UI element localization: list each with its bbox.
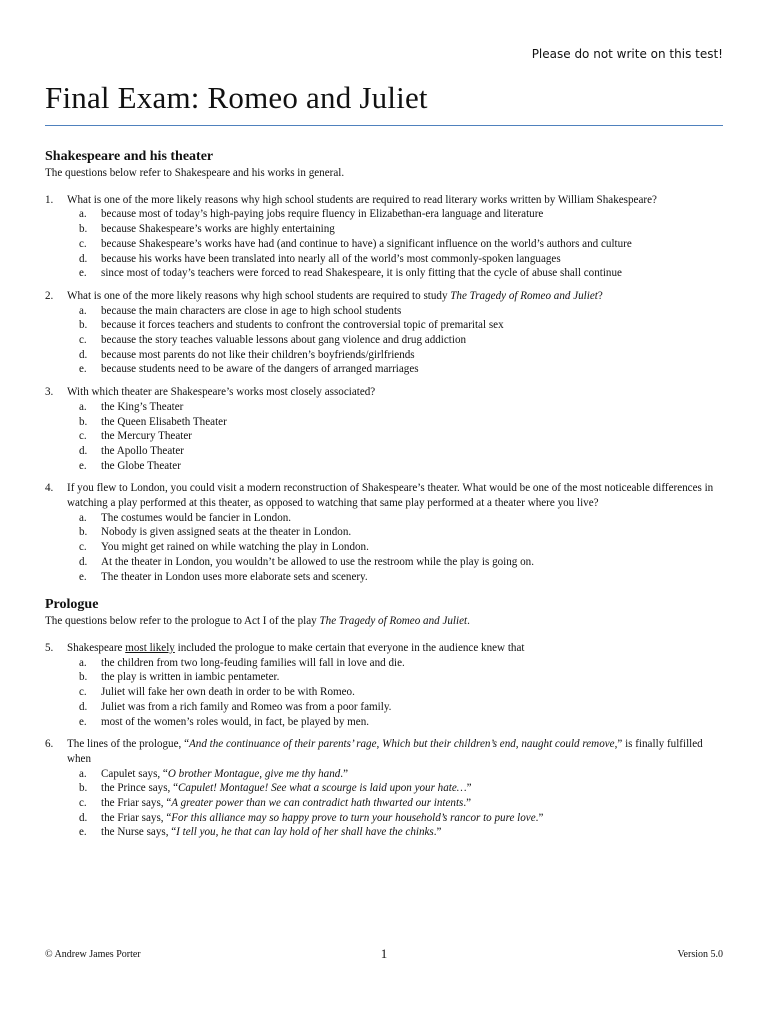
answer-option	[45, 444, 725, 459]
answer-option	[45, 811, 725, 826]
answer-option	[45, 362, 725, 377]
question-text-part: What is one of the more likely reasons why high school students are required to study	[67, 289, 451, 302]
option-text: the Apollo Theater	[101, 444, 184, 457]
option-text: Juliet will fake her own death in order to be with Romeo.	[101, 686, 355, 699]
option-text: because it forces teachers and students to confront the controversial topic of premarital sex	[101, 319, 504, 332]
option-letter: b.	[79, 782, 88, 795]
answer-option	[45, 252, 725, 267]
option-letter: a.	[79, 656, 87, 669]
answer-option	[45, 525, 725, 540]
option-letter: e.	[79, 715, 87, 728]
question-number: 4.	[45, 482, 54, 495]
answer-option	[45, 415, 725, 430]
option-text: since most of today’s teachers were forced to read Shakespeare, it is only fitting that the cycle of abuse shall continue	[101, 267, 622, 280]
option-text	[101, 825, 725, 840]
option-text: The costumes would be fancier in London.	[101, 511, 292, 524]
option-text-part: the Nurse says, “	[101, 826, 177, 839]
option-letter: e.	[79, 570, 87, 583]
answer-option	[45, 781, 725, 796]
option-text: You might get rained on while watching the play in London.	[101, 541, 369, 554]
quoted-line-italic: I tell you, he that can lay hold of her shall have the chinks	[176, 826, 434, 839]
answer-option	[45, 207, 725, 222]
question-text: What is one of the more likely reasons why high school students are required to read literary works written by William Shakespeare?	[67, 193, 657, 206]
option-letter: c.	[79, 237, 87, 250]
option-text: The theater in London uses more elaborate sets and scenery.	[101, 570, 368, 583]
section-title: Prologue	[45, 597, 99, 613]
quoted-line-italic: For this alliance may so happy prove to turn your household’s rancor to pure love	[171, 811, 536, 824]
question-text: If you flew to London, you could visit a modern reconstruction of Shakespeare’s theater. What would be one of the most noticeable differences in watching a play performed at this theater, as opposed to watching that same play performed at a theater where you live?	[67, 482, 714, 510]
section-title: Shakespeare and his theater	[45, 149, 214, 164]
option-text-part: the Friar says, “	[101, 811, 172, 824]
option-letter: a.	[79, 511, 87, 524]
option-text-part: .”	[463, 797, 472, 810]
answer-option	[45, 555, 725, 570]
option-text-part: .”	[535, 811, 544, 824]
do-not-write-notice: Please do not write on this test!	[531, 47, 723, 61]
option-text: because students need to be aware of the dangers of arranged marriages	[101, 363, 419, 376]
intro-text-part: .	[467, 615, 470, 628]
quoted-line-italic: A greater power than we can contradict hath thwarted our intents	[171, 797, 464, 810]
option-text: the Queen Elisabeth Theater	[101, 415, 227, 428]
answer-option	[45, 511, 725, 526]
section-intro	[45, 614, 725, 629]
section-intro: The questions below refer to Shakespeare and his works in general.	[45, 167, 345, 179]
option-text: because Shakespeare’s works are highly entertaining	[101, 223, 335, 236]
answer-option	[45, 656, 725, 671]
option-letter: c.	[79, 797, 87, 810]
question-text	[67, 737, 725, 766]
option-letter: b.	[79, 671, 88, 684]
question-6	[45, 737, 725, 840]
answer-option	[45, 796, 725, 811]
question-1	[45, 193, 725, 281]
option-text	[101, 796, 725, 811]
option-letter: c.	[79, 334, 87, 347]
option-letter: d.	[79, 348, 88, 361]
answer-option	[45, 540, 725, 555]
option-letter: d.	[79, 252, 88, 265]
option-letter: b.	[79, 415, 88, 428]
question-5	[45, 641, 725, 729]
option-text: because most of today’s high-paying jobs require fluency in Elizabethan-era language and literature	[101, 208, 544, 221]
answer-option	[45, 222, 725, 237]
question-text-part: Shakespeare	[67, 641, 126, 654]
option-letter: b.	[79, 223, 88, 236]
option-letter: e.	[79, 459, 87, 472]
option-letter: e.	[79, 363, 87, 376]
option-text: because the main characters are close in age to high school students	[101, 304, 402, 317]
option-text	[101, 781, 725, 796]
question-text-part: The lines of the prologue, “	[67, 738, 189, 751]
copyright-notice: © Andrew James Porter	[45, 949, 141, 960]
option-text: because his works have been translated into nearly all of the world’s most commonly-spoken languages	[101, 252, 561, 265]
option-text-part: Capulet says, “	[101, 767, 168, 780]
question-4	[45, 481, 725, 584]
option-text: the King’s Theater	[101, 400, 184, 413]
option-letter: c.	[79, 430, 87, 443]
quoted-line-italic: And the continuance of their parents’ rage, Which but their children’s end, naught could remove	[189, 738, 615, 751]
exam-content	[45, 148, 725, 848]
answer-option	[45, 333, 725, 348]
question-text-part: ?	[597, 289, 603, 302]
answer-option	[45, 266, 725, 281]
option-letter: d.	[79, 700, 88, 713]
answer-option	[45, 700, 725, 715]
question-number: 2.	[45, 289, 54, 302]
option-letter: d.	[79, 811, 88, 824]
option-letter: c.	[79, 541, 87, 554]
answer-option	[45, 237, 725, 252]
question-text	[67, 289, 725, 304]
option-text-part: ”	[466, 782, 472, 795]
option-text: the Mercury Theater	[101, 430, 192, 443]
option-text	[101, 767, 725, 782]
play-title-italic: The Tragedy of Romeo and Juliet	[450, 289, 598, 302]
option-text: At the theater in London, you wouldn’t be allowed to use the restroom while the play is going on.	[101, 555, 534, 568]
option-text-part: the Prince says, “	[101, 782, 179, 795]
option-text: the children from two long-feuding families will fall in love and die.	[101, 656, 405, 669]
option-letter: d.	[79, 555, 88, 568]
title-rule	[45, 125, 723, 126]
question-text-part: included the prologue to make certain that everyone in the audience knew that	[174, 641, 525, 654]
option-text: because the story teaches valuable lessons about gang violence and drug addiction	[101, 334, 467, 347]
version-label: Version 5.0	[677, 949, 723, 960]
answer-option	[45, 670, 725, 685]
answer-option	[45, 429, 725, 444]
option-text: because most parents do not like their children’s boyfriends/girlfriends	[101, 348, 415, 361]
section-prologue	[45, 596, 725, 840]
page-number: 1	[380, 946, 388, 961]
answer-option	[45, 767, 725, 782]
question-number: 3.	[45, 386, 54, 399]
option-text	[101, 811, 725, 826]
option-letter: b.	[79, 526, 88, 539]
option-letter: a.	[79, 400, 87, 413]
question-text	[67, 641, 725, 656]
question-number: 6.	[45, 738, 54, 751]
option-letter: d.	[79, 444, 88, 457]
answer-option	[45, 348, 725, 363]
intro-text-part: The questions below refer to the prologue to Act I of the play	[45, 615, 320, 628]
quoted-line-italic: O brother Montague, give me thy hand	[167, 767, 341, 780]
answer-option	[45, 400, 725, 415]
section-shakespeare-theater	[45, 148, 725, 584]
answer-option	[45, 570, 725, 585]
question-number: 5.	[45, 641, 54, 654]
option-letter: c.	[79, 686, 87, 699]
question-3	[45, 385, 725, 473]
option-text: the Globe Theater	[101, 459, 181, 472]
option-text-part: .”	[433, 826, 442, 839]
question-2	[45, 289, 725, 377]
option-text-part: the Friar says, “	[101, 797, 172, 810]
answer-option	[45, 318, 725, 333]
option-text: Nobody is given assigned seats at the theater in London.	[101, 526, 352, 539]
answer-option	[45, 685, 725, 700]
question-text-part: ,” is finally fulfilled when	[67, 738, 703, 765]
answer-option	[45, 459, 725, 474]
option-letter: b.	[79, 319, 88, 332]
question-number: 1.	[45, 193, 54, 206]
answer-option	[45, 825, 725, 840]
page-title: Final Exam: Romeo and Juliet	[45, 80, 428, 115]
option-text-part: .”	[340, 767, 348, 780]
quoted-line-italic: Capulet! Montague! See what a scourge is laid upon your hate…	[178, 782, 467, 795]
option-text: most of the women’s roles would, in fact, be played by men.	[101, 715, 370, 728]
option-letter: e.	[79, 267, 87, 280]
option-letter: a.	[79, 208, 87, 221]
play-title-italic: The Tragedy of Romeo and Juliet	[319, 615, 468, 628]
option-text: Juliet was from a rich family and Romeo was from a poor family.	[101, 700, 392, 713]
option-letter: e.	[79, 826, 87, 839]
option-letter: a.	[79, 304, 87, 317]
question-text: With which theater are Shakespeare’s works most closely associated?	[67, 386, 376, 399]
underlined-emphasis: most likely	[125, 641, 175, 654]
answer-option	[45, 715, 725, 730]
option-text: because Shakespeare’s works have had (and continue to have) a significant influence on the world’s authors and culture	[101, 237, 632, 250]
option-text: the play is written in iambic pentameter.	[101, 671, 280, 684]
option-letter: a.	[79, 767, 87, 780]
answer-option	[45, 304, 725, 319]
